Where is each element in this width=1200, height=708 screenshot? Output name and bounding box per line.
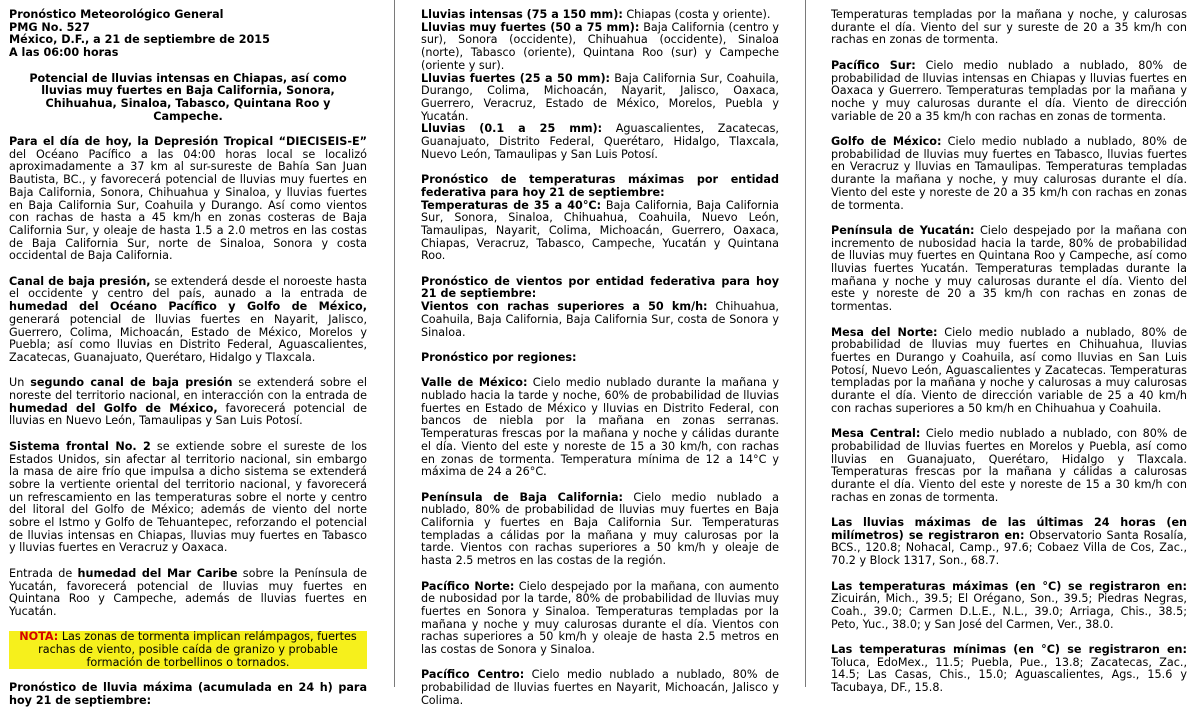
report-time: A las 06:00 horas (9, 46, 119, 60)
region-golfo-de-mexico: Golfo de México: Cielo medio nublado a nublado, 80% de probabilidad de lluvias muy fuertes en Tabasco, lluvias fuertes en Veracruz y lluvias en Tamaulipas. Temperaturas templadas durante la mañana y noche, y muy calurosas durante el día. Viento del este y noreste de 20 a 35 km/h con rachas en zonas de tormenta. (831, 135, 1187, 212)
record-max-temp: Las temperaturas máximas (en °C) se registraron en: Zicuirán, Mich., 39.5; El Orégano, Son., 39.5; Piedras Negras, Coah., 39.0; Carmen D.L.E., N.L., 39.0; Arriaga, Chis., 38.5; Peto, Yuc., 38.0; y San José del Carmen, Ver., 38.0. (831, 579, 1187, 631)
column-3 (831, 9, 1187, 695)
rain-category: Lluvias fuertes (25 a 50 mm): Baja California Sur, Coahuila, Durango, Colima, Michoacán, Nayarit, Jalisco, Oaxaca, Guerrero, Veracruz, Estado de México, Morelos, Puebla y Yucatán. (421, 71, 779, 123)
temp-forecast-heading: Pronóstico de temperaturas máximas por entidad federativa para hoy 21 de septiembre: (421, 173, 779, 199)
temp-forecast-body: Temperaturas de 35 a 40°C: Baja California, Baja California Sur, Sonora, Sinaloa, Chihuahua, Coahuila, Nuevo León, Tamaulipas, Nayarit, Colima, Michoacán, Guerrero, Oaxaca, Chiapas, Veracruz, Tabasco, Campeche, Yucatán y Quintana Roo. (421, 198, 779, 263)
storm-note: NOTA: Las zonas de tormenta implican relámpagos, fuertes rachas de viento, posible caída de granizo y probable formación de torbellinos o tornados. (9, 631, 367, 669)
report-number: PMG No. 527 (9, 20, 90, 34)
rain-categories (421, 9, 779, 161)
region-pacifico-sur: Pacífico Sur: Cielo medio nublado a nublado, 80% de probabilidad de lluvias intensas en Chiapas y lluvias fuertes en Oaxaca y Guerrero. Temperaturas templadas por la mañana y noche y muy calurosas durante el día. Viento de dirección variable de 20 a 35 km/h con rachas en zonas de tormenta. (831, 58, 1188, 123)
region-pacifico-centro-continued: Temperaturas templadas por la mañana y noche, y calurosas durante el día. Viento del sur y sureste de 20 a 35 km/h con rachas en zonas de tormenta. (831, 8, 1187, 47)
region-mesa-central: Mesa Central: Cielo medio nublado a nublado, con 80% de probabilidad de lluvias fuertes en Morelos y Puebla, así como lluvias en Guanajuato, Querétaro, Hidalgo y Tlaxcala. Temperaturas frescas por la mañana y cálidas a calurosas durante el día. Viento del este y noreste de 15 a 30 km/h con rachas en zonas de tormenta. (831, 427, 1188, 504)
region-valle-de-mexico: Valle de México: Cielo medio nublado durante la mañana y nublado hacia la tarde y noche, 60% de probabilidad de lluvias fuertes en Estado de México y lluvias en Distrito Federal, con bancos de niebla por la mañana en zonas serranas. Temperaturas frescas por la mañana y noche y cálidas durante el día. Viento del este y noreste de 15 a 30 km/h, con rachas en zonas de tormenta. Temperatura mínima de 12 a 14°C y máxima de 24 a 26°C. (421, 376, 779, 479)
paragraph-low-pressure-2: Un segundo canal de baja presión se extenderá sobre el noreste del territorio nacional, en interacción con la entrada de humedad del Golfo de México, favorecerá potencial de lluvias en Nuevo León, Tamaulipas y San Luis Potosí. (9, 376, 368, 428)
column-divider (394, 0, 395, 687)
paragraph-low-pressure-1: Canal de baja presión, se extenderá desde el noroeste hasta el occidente y centro del país, aunado a la entrada de humedad del Océano Pacífico y Golfo de México, generará potencial de lluvias fuertes en Nayarit, Jalisco, Guerrero, Colima, Michoacán, Estado de México, Morelos y Puebla; así como lluvias en Distrito Federal, Aguascalientes, Zacatecas, Guanajuato, Querétaro, Hidalgo y Tlaxcala. (9, 274, 367, 364)
column-2 (421, 9, 779, 708)
wind-forecast-body: Vientos con rachas superiores a 50 km/h: Chihuahua, Coahuila, Baja California, Baja California Sur, costa de Sonora y Sinaloa. (421, 300, 779, 339)
column-divider (805, 0, 806, 687)
region-mesa-del-norte: Mesa del Norte: Cielo medio nublado a nublado, 80% de probabilidad de lluvias muy fuertes en Chihuahua, lluvias fuertes en Durango y Coahuila, así como lluvias en San Luis Potosí, Nuevo León, Aguascalientes y Zacatecas. Temperaturas templadas por la mañana y noche y calurosas a muy calurosas durante el día. Viento de dirección variable de 25 a 40 km/h con rachas superiores a 50 km/h en Chihuahua y Coahuila. (831, 325, 1187, 415)
paragraph-caribbean-humidity: Entrada de humedad del Mar Caribe sobre la Península de Yucatán, favorecerá potencial de lluvias muy fuertes en Quintana Roo y Campeche, además de lluvias fuertes en Yucatán. (9, 566, 368, 618)
headline: Potencial de lluvias intensas en Chiapas, así como lluvias muy fuertes en Baja California, Sonora, Chihuahua, Sinaloa, Tabasco, Quintana Roo y Campeche. (29, 71, 347, 123)
rain-forecast-heading: Pronóstico de lluvia máxima (acumulada en 24 h) para hoy 21 de septiembre: (9, 681, 367, 707)
region-peninsula-yucatan: Península de Yucatán: Cielo despejado por la mañana con incremento de nubosidad hacia la tarde, 80% de probabilidad de lluvias muy fuertes en Quintana Roo y Campeche, así como lluvias fuertes Yucatán. Temperaturas templadas durante la mañana y noche y muy calurosas durante el día. Viento del este y noreste de 20 a 35 km/h con rachas en zonas de tormentas. (831, 223, 1187, 314)
wind-forecast-heading: Pronóstico de vientos por entidad federativa para hoy 21 de septiembre: (421, 274, 779, 301)
note-label: NOTA: (19, 630, 59, 644)
document-header (9, 9, 367, 60)
rain-category: Lluvias (0.1 a 25 mm): Aguascalientes, Zacatecas, Guanajuato, Distrito Federal, Querétaro, Hidalgo, Tlaxcala, Nuevo León, Tamaulipas y San Luis Potosí. (421, 122, 779, 161)
record-min-temp: Las temperaturas mínimas (en °C) se registraron en: Toluca, EdoMex., 11.5; Puebla, Pue., 13.8; Zacatecas, Zac., 14.5; Las Casas, Chis., 15.0; Aguascalientes, Ags., 15.6 y Tacubaya, DF., 15.8. (831, 643, 1187, 695)
rain-category: Lluvias muy fuertes (50 a 75 mm): Baja California (centro y sur), Sonora (occidente), Chihuahua (occidente), Sinaloa (norte), Tabasco (oriente), Quintana Roo (sur) y Campeche (oriente y sur). (421, 20, 779, 72)
region-pacifico-norte: Pacífico Norte: Cielo despejado por la mañana, con aumento de nubosidad por la tarde, 80% de probabilidad de lluvias muy fuertes en Sonora y Sinaloa. Temperaturas templadas por la mañana y noche y muy calurosas durante el día. Vientos con rachas superiores a 50 km/h y oleaje de hasta 2.5 metros en las costas de Sonora y Sinaloa. (421, 579, 779, 657)
paragraph-tropical-depression: Para el día de hoy, la Depresión Tropical “DIECISEIS-E” del Océano Pacífico a las 04:00 horas local se localizó aproximadamente a 37 km al sur-sureste de Bahía San Juan Bautista, BC., y favorecerá potencial de lluvias muy fuertes en Baja California, Sonora, Chihuahua y Sinaloa, y lluvias fuertes en Baja California Sur, Coahuila y Durango. Así como vientos con rachas de hasta a 45 km/h en zonas costeras de Baja California Sur, y oleaje de hasta 1.5 a 2.0 metros en las costas de Baja California Sur, norte de Sinaloa, Sonora y costa occidental de Baja California. (9, 135, 367, 263)
report-date: México, D.F., a 21 de septiembre de 2015 (9, 33, 270, 47)
region-baja-california: Península de Baja California: Cielo medio nublado a nublado, 80% de probabilidad de lluvias muy fuertes en Baja California y fuertes en Baja California Sur. Temperaturas templadas a cálidas por la mañana y muy calurosas por la tarde. Vientos con rachas superiores a 50 km/h y oleaje de hasta 2.5 metros en las costas de la región. (421, 490, 779, 568)
regions-heading: Pronóstico por regiones: (421, 350, 577, 364)
column-1 (9, 9, 367, 708)
paragraph-cold-front: Sistema frontal No. 2 se extiende sobre el sureste de los Estados Unidos, sin afectar al territorio nacional, sin embargo la masa de aire frío que impulsa a dicho sistema se extenderá sobre la vertiente oriental del territorio nacional, y favorecerá un refrescamiento en las temperaturas sobre el norte y centro del litoral del Golfo de México; además de viento del norte sobre el Istmo y Golfo de Tehuantepec, reforzando el potencial de lluvias intensas en Chiapas, lluvias muy fuertes en Tabasco y lluvias fuertes en Veracruz y Oaxaca. (9, 439, 367, 555)
rain-category: Lluvias intensas (75 a 150 mm): Chiapas (costa y oriente). (421, 8, 771, 21)
region-pacifico-centro: Pacífico Centro: Cielo medio nublado a nublado, 80% de probabilidad de lluvias fuertes en Nayarit, Michoacán, Jalisco y Colima. (421, 668, 779, 707)
report-title: Pronóstico Meteorológico General (9, 8, 224, 21)
record-max-rain: Las lluvias máximas de las últimas 24 horas (en milímetros) se registraron en: Observatorio Santa Rosalía, BCS., 120.8; Nohacal, Camp., 97.6; Cobaez Villa de Cos, Zac., 70.2 y Block 1317, Son., 68.7. (831, 516, 1187, 568)
